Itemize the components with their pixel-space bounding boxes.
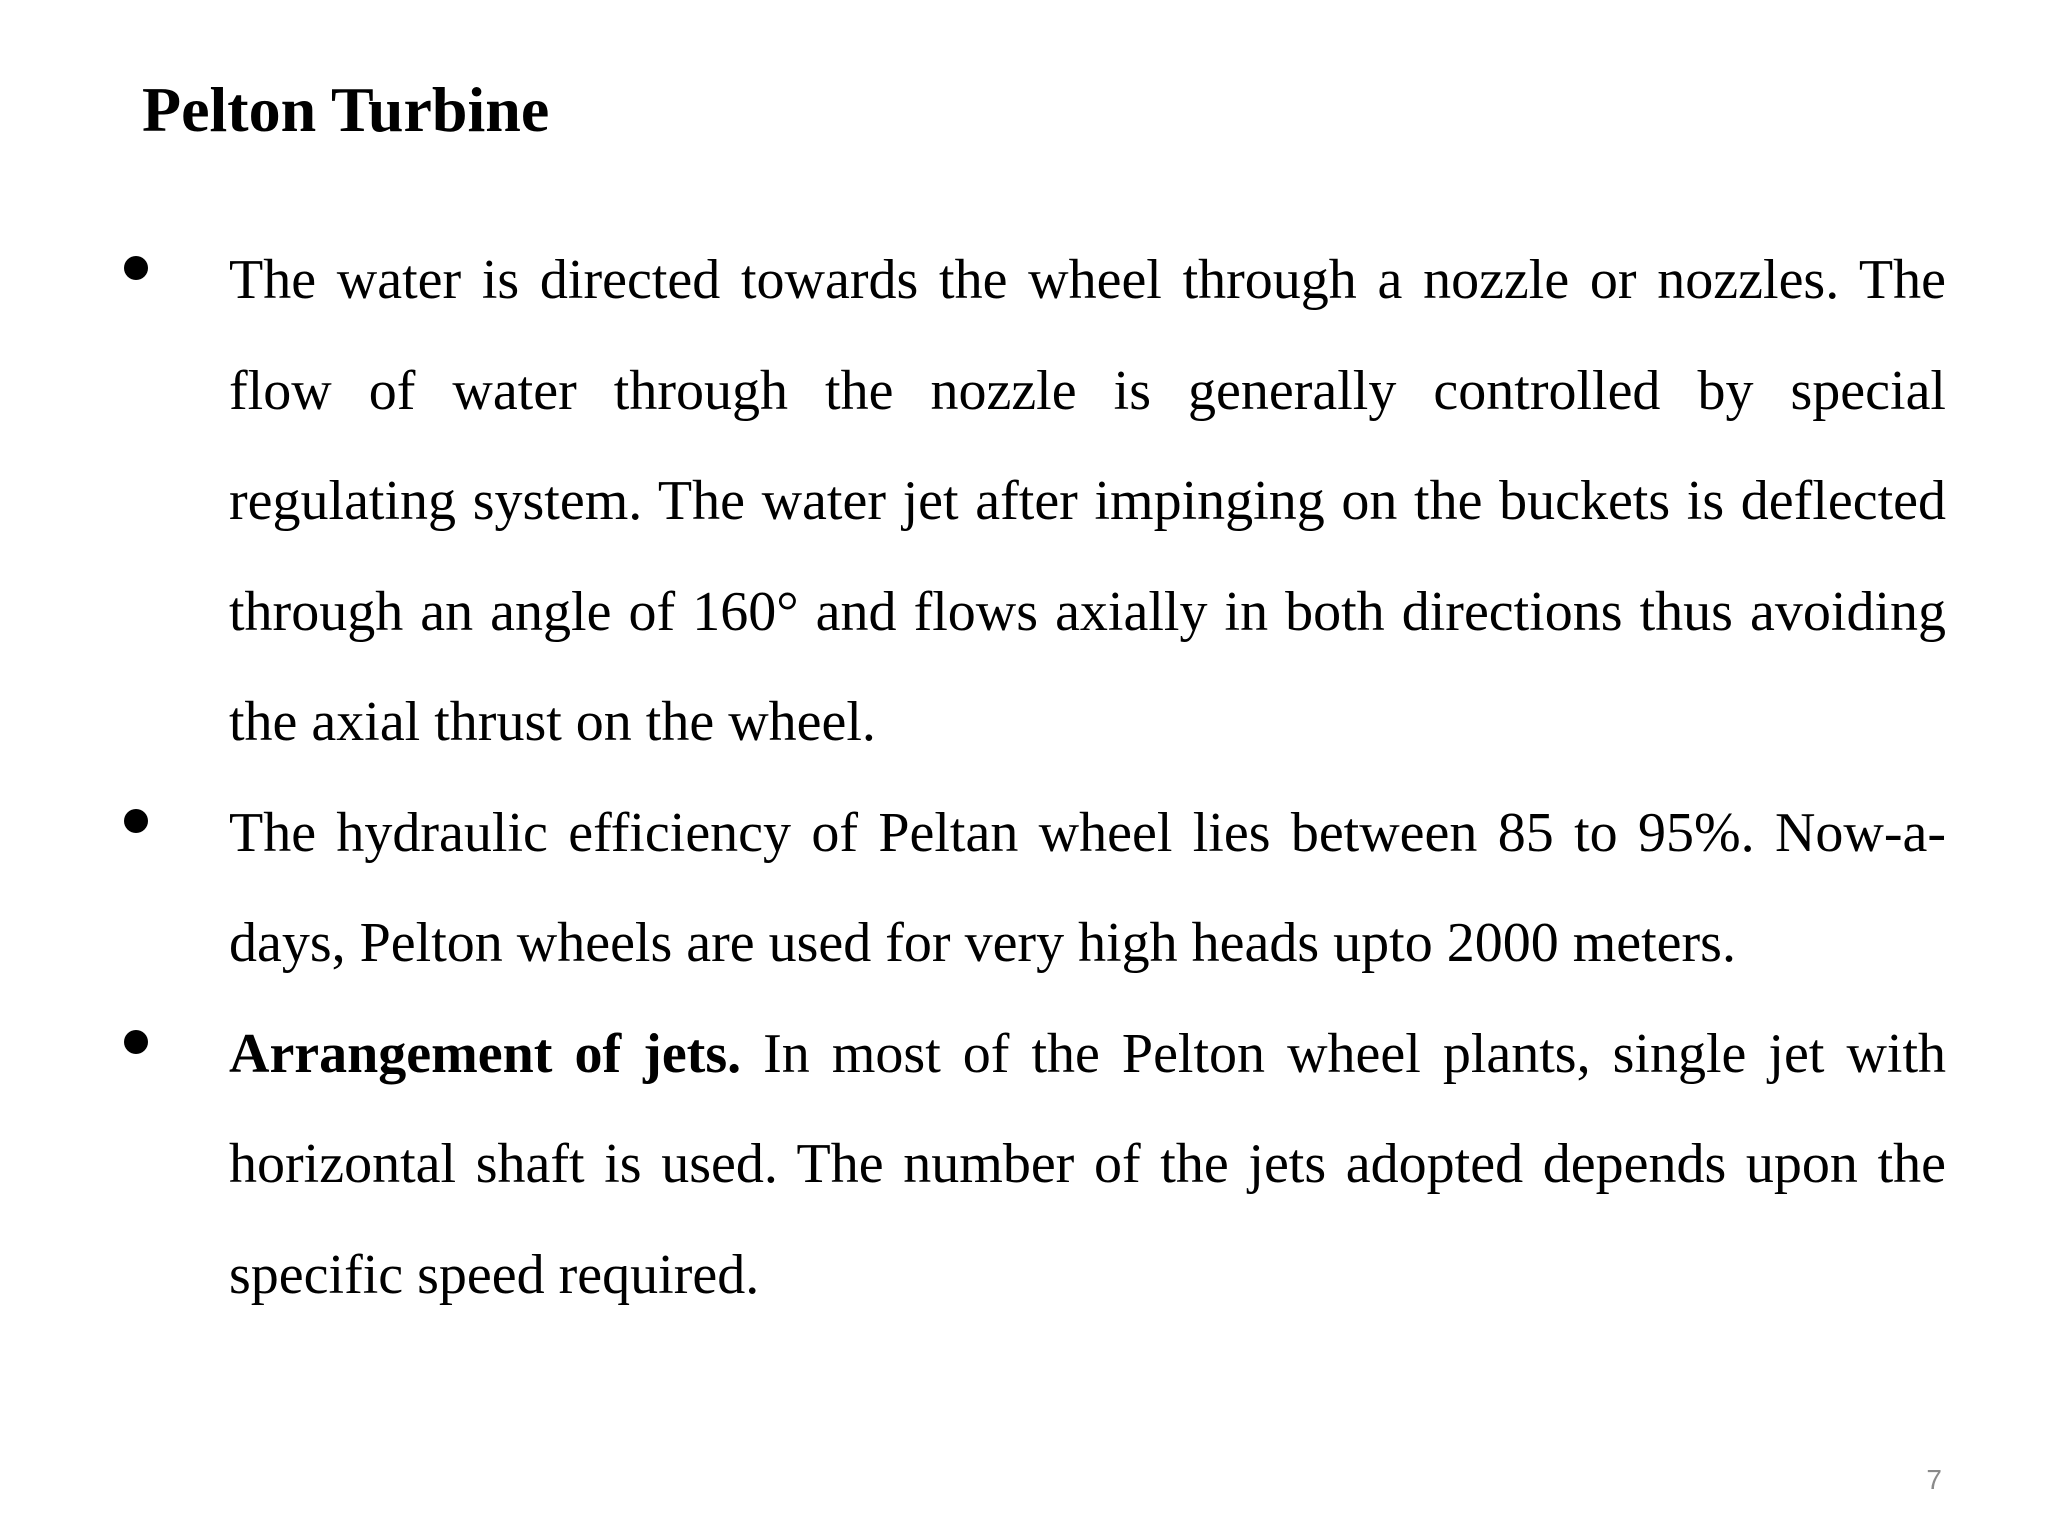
bullet-body-1: The water is directed towards the wheel through a nozzle or nozzles. The flow of water through the nozzle is generally controlled by special regulating system. The water jet after impinging on the buckets is deflected through an angle of 160° and flows axially in both directions thus avoiding the axial thrust on the wheel. xyxy=(229,249,1946,753)
bullet-text-3 xyxy=(229,999,1946,1331)
bullet-item-1 xyxy=(0,225,2048,778)
bullet-lead-3: Arrangement of jets. xyxy=(229,1022,742,1085)
bullet-dot-icon xyxy=(124,809,148,833)
bullet-item-3 xyxy=(0,999,2048,1331)
bullet-item-2 xyxy=(0,778,2048,999)
slide-title: Pelton Turbine xyxy=(142,74,550,145)
bullet-text-2 xyxy=(229,778,1946,999)
bullet-body-2: The hydraulic efficiency of Peltan wheel lies between 85 to 95%. Now-a-days, Pelton wheels are used for very high heads upto 2000 meters. xyxy=(229,801,1946,974)
page-number: 7 xyxy=(1926,1464,1942,1495)
bullet-dot-icon xyxy=(124,256,148,280)
bullet-text-1 xyxy=(229,225,1946,778)
bullet-list xyxy=(0,225,2048,1330)
bullet-body-3: In most of the Pelton wheel plants, single jet with horizontal shaft is used. The number of the jets adopted depends upon the specific speed required. xyxy=(229,1022,1947,1306)
bullet-dot-icon xyxy=(124,1030,148,1054)
